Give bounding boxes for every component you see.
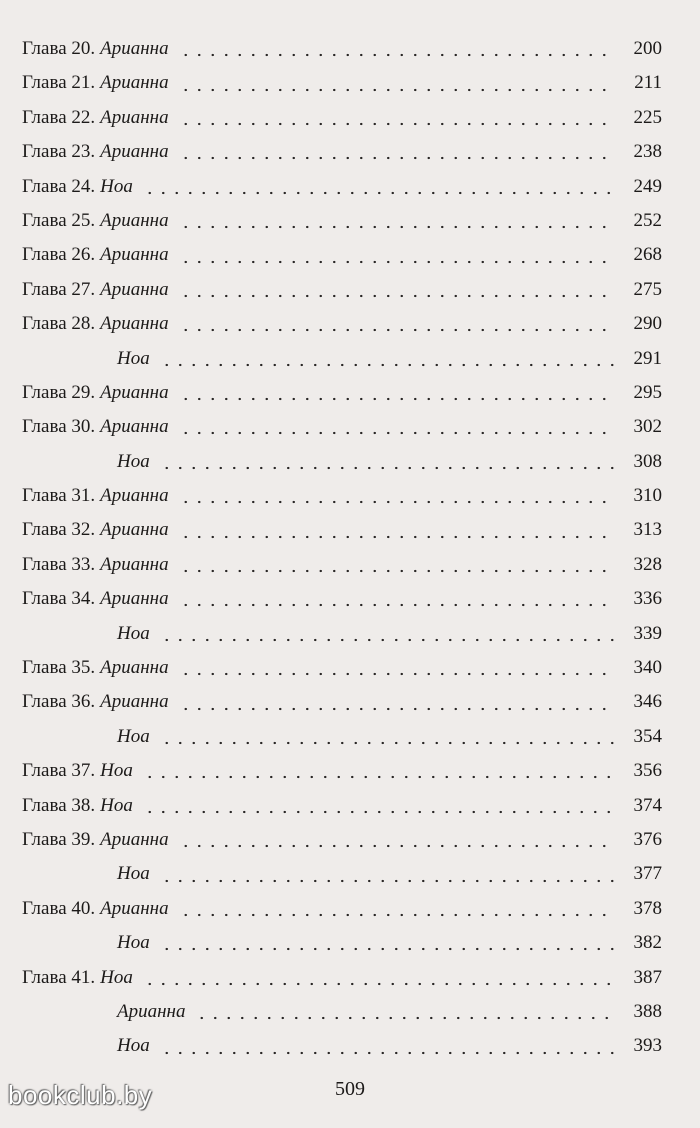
toc-chapter-label: Глава 31. [22,485,96,507]
toc-narrator-name: Арианна [100,485,169,507]
toc-narrator-name: Арианна [100,244,169,266]
dot-leader [160,638,614,642]
toc-chapter-label: Глава 26. [22,244,96,266]
toc-page-number: 275 [633,278,662,300]
toc-narrator-name: Арианна [100,897,169,919]
dot-leader [195,1016,614,1020]
toc-page-number: 356 [633,760,662,782]
toc-page-number: 346 [633,691,662,713]
toc-narrator-name: Ноа [100,760,133,782]
toc-entry [22,651,662,685]
toc-narrator-name: Арианна [100,828,169,850]
dot-leader [160,363,614,367]
toc-narrator-name: Арианна [100,416,169,438]
dot-leader [179,53,614,57]
toc-entry [22,823,662,857]
toc-page-number: 290 [633,313,662,335]
toc-chapter-label: Глава 35. [22,657,96,679]
toc-chapter-label: Глава 21. [22,72,96,94]
toc-page-number: 339 [633,622,662,644]
toc-narrator-name: Ноа [100,794,133,816]
dot-leader [179,294,614,298]
dot-leader [179,535,614,539]
toc-narrator-name: Ноа [100,966,133,988]
toc-entry [22,857,662,891]
toc-entry [22,66,662,100]
toc-narrator-name: Арианна [100,381,169,403]
toc-narrator-name: Арианна [100,278,169,300]
toc-narrator-name: Ноа [117,347,150,369]
dot-leader [179,397,614,401]
toc-chapter-label: Глава 34. [22,588,96,610]
toc-narrator-name: Ноа [117,725,150,747]
toc-narrator-name: Арианна [100,313,169,335]
dot-leader [179,569,614,573]
toc-narrator-name: Арианна [117,1000,186,1022]
toc-page-number: 377 [633,863,662,885]
toc-page-number: 302 [633,416,662,438]
toc-chapter-label: Глава 39. [22,828,96,850]
toc-chapter-label: Глава 27. [22,278,96,300]
toc-entry [22,961,662,995]
dot-leader [179,431,614,435]
toc-entry [22,342,662,376]
page-number: 509 [335,1078,365,1100]
dot-leader [179,707,614,711]
toc-chapter-label: Глава 28. [22,313,96,335]
toc-entry [22,376,662,410]
toc-chapter-label: Глава 32. [22,519,96,541]
toc-chapter-label: Глава 23. [22,141,96,163]
toc-chapter-label: Глава 30. [22,416,96,438]
toc-page-number: 374 [633,794,662,816]
toc-narrator-name: Арианна [100,588,169,610]
toc-entry [22,307,662,341]
toc-chapter-label: Глава 29. [22,381,96,403]
toc-entry [22,479,662,513]
toc-narrator-name: Ноа [117,450,150,472]
toc-entry [22,892,662,926]
dot-leader [179,328,614,332]
toc-entry [22,582,662,616]
dot-leader [179,88,614,92]
toc-narrator-name: Арианна [100,657,169,679]
toc-entry [22,685,662,719]
toc-narrator-name: Арианна [100,553,169,575]
toc-entry [22,926,662,960]
toc-page-number: 313 [633,519,662,541]
dot-leader [143,775,614,779]
toc-page-number: 249 [633,175,662,197]
toc-chapter-label: Глава 41. [22,966,96,988]
toc-narrator-name: Арианна [100,519,169,541]
dot-leader [160,879,614,883]
toc-entry [22,170,662,204]
toc-page-number: 310 [633,485,662,507]
toc-narrator-name: Ноа [100,175,133,197]
toc-page-number: 354 [633,725,662,747]
table-of-contents [22,32,662,1064]
toc-entry [22,513,662,547]
toc-page-number: 328 [633,553,662,575]
toc-page-number: 376 [633,828,662,850]
toc-narrator-name: Арианна [100,38,169,59]
watermark: bookclub.by [8,1080,153,1110]
toc-entry [22,789,662,823]
toc-chapter-label: Глава 37. [22,760,96,782]
toc-entry [22,720,662,754]
toc-entry [22,238,662,272]
toc-page-number: 340 [633,657,662,679]
toc-entry [22,410,662,444]
toc-narrator-name: Арианна [100,691,169,713]
toc-page-number: 388 [633,1000,662,1022]
toc-narrator-name: Ноа [117,932,150,954]
toc-entry [22,445,662,479]
dot-leader [179,500,614,504]
toc-entry [22,204,662,238]
toc-narrator-name: Арианна [100,141,169,163]
dot-leader [143,191,614,195]
toc-narrator-name: Арианна [100,72,169,94]
toc-page-number: 225 [633,106,662,128]
dot-leader [179,844,614,848]
dot-leader [143,982,614,986]
toc-chapter-label: Глава 25. [22,209,96,231]
toc-entry [22,617,662,651]
toc-chapter-label: Глава 33. [22,553,96,575]
toc-page-number: 200 [633,38,662,59]
toc-narrator-name: Арианна [100,106,169,128]
toc-page-number: 291 [633,347,662,369]
dot-leader [179,913,614,917]
toc-chapter-label: Глава 24. [22,175,96,197]
toc-entry [22,101,662,135]
toc-chapter-label: Глава 36. [22,691,96,713]
toc-entry [22,32,662,66]
toc-page-number: 336 [633,588,662,610]
toc-page-number: 268 [633,244,662,266]
toc-chapter-label: Глава 22. [22,106,96,128]
dot-leader [160,947,614,951]
toc-chapter-label: Глава 40. [22,897,96,919]
toc-narrator-name: Ноа [117,863,150,885]
toc-page-number: 252 [633,209,662,231]
toc-entry [22,273,662,307]
dot-leader [179,122,614,126]
toc-chapter-label: Глава 38. [22,794,96,816]
toc-page-number: 382 [633,932,662,954]
toc-entry [22,754,662,788]
toc-page-number: 378 [633,897,662,919]
toc-entry [22,135,662,169]
toc-entry [22,1029,662,1063]
toc-page-number: 295 [633,381,662,403]
dot-leader [160,741,614,745]
toc-page-number: 211 [634,72,662,94]
toc-narrator-name: Ноа [117,1035,150,1057]
toc-narrator-name: Ноа [117,622,150,644]
dot-leader [160,466,614,470]
toc-entry [22,995,662,1029]
toc-page-number: 387 [633,966,662,988]
dot-leader [179,603,614,607]
toc-chapter-label: Глава 20. [22,38,96,59]
dot-leader [179,672,614,676]
toc-page-number: 238 [633,141,662,163]
dot-leader [160,1051,614,1055]
dot-leader [143,810,614,814]
dot-leader [179,225,614,229]
toc-entry [22,548,662,582]
toc-page-number: 308 [633,450,662,472]
dot-leader [179,156,614,160]
toc-narrator-name: Арианна [100,209,169,231]
dot-leader [179,260,614,264]
toc-page-number: 393 [633,1035,662,1057]
